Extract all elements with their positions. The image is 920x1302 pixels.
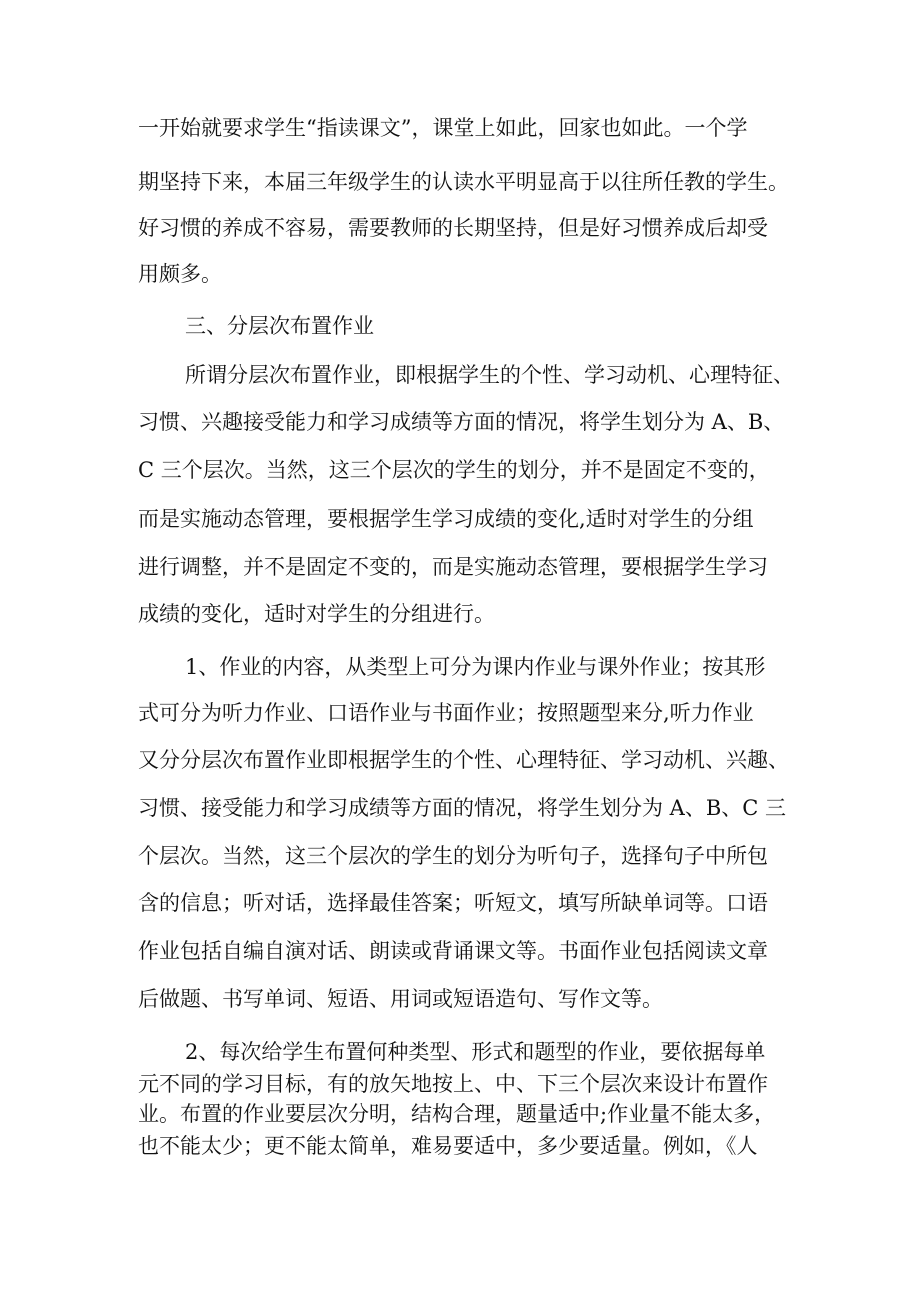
text-line: 用颇多。 (138, 262, 222, 286)
text-line: 作业包括自编自演对话、朗读或背诵课文等。书面作业包括阅读文章 (138, 939, 768, 963)
text-line: C 三个层次。当然，这三个层次的学生的划分，并不是固定不变的， (138, 458, 770, 482)
text-line: 期坚持下来，本届三年级学生的认读水平明显高于以往所任教的学生。 (138, 170, 789, 194)
text-line: 习惯、接受能力和学习成绩等方面的情况，将学生划分为 A、B、C 三 (138, 796, 787, 820)
text-line: 好习惯的养成不容易，需要教师的长期坚持，但是好习惯养成后却受 (138, 216, 768, 240)
text-line: 1、作业的内容，从类型上可分为课内作业与课外作业；按其形 (185, 655, 766, 679)
text-line: 后做题、书写单词、短语、用词或短语造句、写作文等。 (138, 987, 663, 1011)
text-line: 又分分层次布置作业即根据学生的个性、心理特征、学习动机、兴趣、 (138, 748, 789, 772)
text-line: 进行调整，并不是固定不变的，而是实施动态管理，要根据学生学习 (138, 555, 768, 579)
text-line: 含的信息；听对话，选择最佳答案；听短文，填写所缺单词等。口语 (138, 891, 768, 915)
text-line: 式可分为听力作业、口语作业与书面作业；按照题型来分,听力作业 (138, 701, 754, 725)
text-line: 2、每次给学生布置何种类型、形式和题型的作业，要依据每单 (185, 1040, 766, 1064)
text-line: 习惯、兴趣接受能力和学习成绩等方面的情况，将学生划分为 A、B、 (138, 410, 785, 434)
text-line: 一开始就要求学生“指读课文”，课堂上如此，回家也如此。一个学 (138, 116, 748, 140)
text-line: 个层次。当然，这三个层次的学生的划分为听句子，选择句子中所包 (138, 844, 768, 868)
section-heading: 三、分层次布置作业 (185, 314, 374, 338)
text-line: 成绩的变化，适时对学生的分组进行。 (138, 602, 495, 626)
text-line: 而是实施动态管理，要根据学生学习成绩的变化,适时对学生的分组 (138, 507, 754, 531)
text-line: 所谓分层次布置作业，即根据学生的个性、学习动机、心理特征、 (185, 363, 794, 387)
text-line: 业。布置的作业要层次分明，结构合理，题量适中;作业量不能太多， (138, 1102, 776, 1126)
text-line: 也不能太少；更不能太简单，难易要适中，多少要适量。例如，《人 (138, 1134, 758, 1158)
text-line: 元不同的学习目标，有的放矢地按上、中、下三个层次来设计布置作 (138, 1072, 768, 1096)
